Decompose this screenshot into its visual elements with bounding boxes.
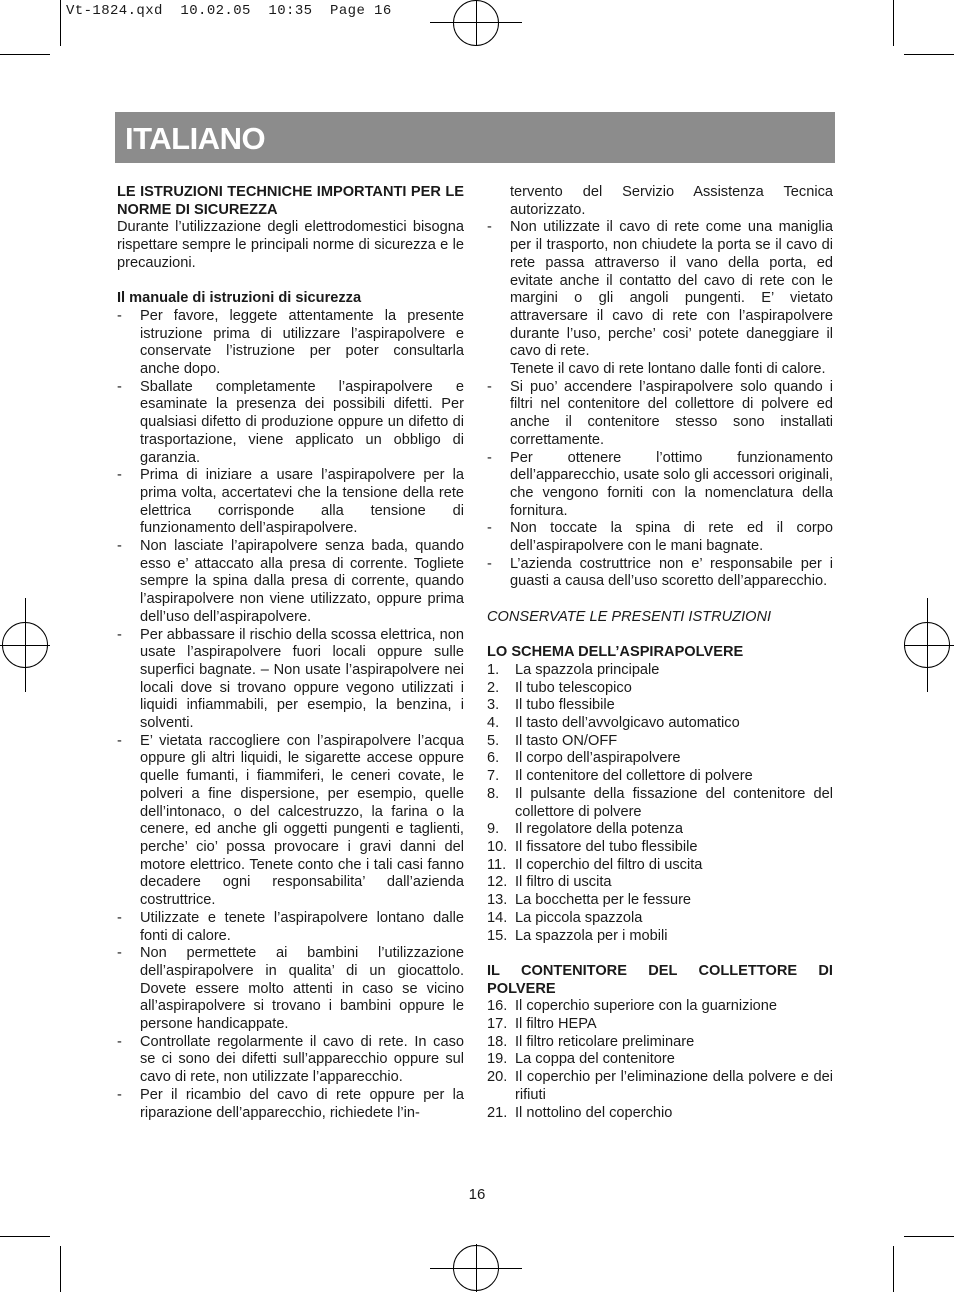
list-item: - L’azienda costruttrice non e’ responsabile per i guasti a causa dell’uso scoretto dell’apparecchio.: [487, 556, 833, 591]
continuation-text: tervento del Servizio Assistenza Tecnica autorizzato.: [510, 184, 833, 218]
item-text: Il nottolino del coperchio: [515, 1104, 673, 1121]
numbered-item: [487, 1034, 833, 1052]
schema-heading: LO SCHEMA DELL’ASPIRAPOLVERE: [487, 644, 744, 661]
numbered-item: [487, 874, 833, 892]
page-number: 16: [468, 1186, 486, 1203]
trim-mark: [904, 54, 954, 55]
trim-mark: [893, 1246, 894, 1292]
item-number: 1.: [487, 661, 500, 678]
item-number: 8.: [487, 785, 500, 802]
container-list: [487, 998, 833, 1122]
item-number: 20.: [487, 1069, 508, 1086]
numbered-item: [487, 1105, 833, 1123]
list-item-text: Tenete il cavo di rete lontano dalle fonti di calore.: [510, 361, 826, 378]
numbered-item: [487, 786, 833, 821]
language-banner: [115, 112, 835, 163]
conserve-notice: CONSERVATE LE PRESENTI ISTRUZIONI: [487, 608, 772, 625]
list-item: - Non permettete ai bambini l’utilizzazione dell’aspirapolvere in qualita’ di un giocattolo. Dovete essere molto attenti in caso se vicino all’aspirapolvere si trovano i bambini oppure le persone handicappate.: [117, 945, 464, 1034]
list-item: - Non lasciate l’apirapolvere senza bada, quando esso e’ attaccato alla presa di corrente. Togliete sempre la spina dalla presa di corrente, quando l’aspirapolvere non viene utilizzato, oppure prima dell’uso dell’aspirapolvere.: [117, 538, 464, 627]
list-item: - Utilizzate e tenete l’aspirapolvere lontano dalle fonti di calore.: [117, 910, 464, 945]
list-item: - Sballate completamente l’aspirapolvere e esaminate la presenza dei possibili difetti. Per qualsiasi difetto di produzione oppure un difetto di trasportazione, viene applicato un obbligo di garanzia.: [117, 379, 464, 468]
item-number: 2.: [487, 679, 500, 696]
safety-list-continued: [487, 219, 833, 591]
item-number: 14.: [487, 909, 508, 926]
numbered-item: [487, 821, 833, 839]
item-number: 16.: [487, 998, 508, 1015]
numbered-item: [487, 857, 833, 875]
item-number: 3.: [487, 697, 500, 714]
item-number: 13.: [487, 892, 508, 909]
item-text: Il filtro reticolare preliminare: [515, 1033, 695, 1050]
list-item: [487, 219, 833, 378]
item-number: 21.: [487, 1104, 508, 1121]
item-text: Il tasto ON/OFF: [515, 732, 618, 749]
trim-mark: [0, 1236, 50, 1237]
list-item: - Per abbassare il rischio della scossa elettrica, non usate l’aspirapolvere fuori locali oppure sulle superfici bagnate. – Non usate l’aspirapolvere nei locali dove si trovano oppure vegono utilizzati i liquidi infiammabili, per esempio, la benzina, i solventi.: [117, 627, 464, 733]
numbered-item: [487, 998, 833, 1016]
item-text: La spazzola principale: [515, 661, 660, 678]
item-text: Il coperchio per l’eliminazione della polvere e dei rifiuti: [515, 1069, 833, 1103]
list-item: - Per favore, leggete attentamente la presente istruzione prima di utilizzare l’aspirapolvere e conservate l’istruzione per poter consultarla anche dopo.: [117, 308, 464, 379]
numbered-item: [487, 680, 833, 698]
subheading: Il manuale di istruzioni di sicurezza: [117, 290, 362, 307]
numbered-item: [487, 715, 833, 733]
registration-line: [430, 1268, 522, 1269]
numbered-item: [487, 928, 833, 946]
item-number: 11.: [487, 856, 507, 873]
item-text: Il filtro di uscita: [515, 874, 612, 891]
item-number: 10.: [487, 838, 508, 855]
trim-mark: [0, 54, 50, 55]
item-number: 17.: [487, 1016, 508, 1032]
numbered-item: [487, 1016, 833, 1034]
item-text: Il coperchio superiore con la guarnizione: [515, 998, 778, 1015]
registration-line: [476, 0, 477, 46]
list-item: - Per il ricambio del cavo di rete oppure per la riparazione dell’apparecchio, richiedete l’in-: [117, 1087, 464, 1122]
list-item: - Si puo’ accendere l’aspirapolvere solo quando i filtri nel contenitore del collettore di polvere ed anche il contenitore stesso sono installati correttamente.: [487, 379, 833, 450]
numbered-item: [487, 892, 833, 910]
item-number: 4.: [487, 715, 500, 732]
trim-mark: [60, 1246, 61, 1292]
numbered-item: [487, 1051, 833, 1069]
item-text: La coppa del contenitore: [515, 1051, 675, 1068]
item-text: Il corpo dell’aspirapolvere: [515, 750, 681, 767]
item-number: 6.: [487, 750, 500, 767]
trim-mark: [904, 1236, 954, 1237]
item-number: 12.: [487, 874, 508, 891]
list-item: - E’ vietata raccogliere con l’aspirapolvere l’acqua oppure gli altri liquidi, le sigarette accese oppure quelle fumanti, i fiammiferi, le ceneri covate, le polveri a fine dispersione, per esempio, quelle dell’intonaco, o del calcestruzzo, la farina o la cenere, ed anche gli oggetti pungenti e taglienti, perche’ cio’ possa provocare i gravi danni del motore elettrico. Tenete conto che i tali casi fanno decadere ogni responsabilita’ dall’azienda costruttrice.: [117, 733, 464, 910]
item-text: Il tubo flessibile: [515, 697, 615, 714]
registration-line: [430, 22, 522, 23]
numbered-item: [487, 697, 833, 715]
registration-line: [0, 645, 50, 646]
registration-line: [904, 645, 954, 646]
item-text: Il contenitore del collettore di polvere: [515, 768, 753, 785]
item-number: 5.: [487, 732, 500, 749]
trim-mark: [893, 0, 894, 46]
item-text: Il pulsante della fissazione del contenitore del collettore di polvere: [515, 785, 833, 820]
item-number: 7.: [487, 768, 500, 785]
intro-paragraph: Durante l’utilizzazione degli elettrodomestici bisogna rispettare sempre le principali norme di sicurezza e le precauzioni.: [117, 219, 464, 271]
list-item: - Prima di iniziare a usare l’aspirapolvere per la prima volta, accertatevi che la tensione della rete elettrica corrisponde alla tensione di funzionamento dell’aspirapolvere.: [117, 467, 464, 538]
item-text: La piccola spazzola: [515, 909, 643, 926]
list-item: - Controllate regolarmente il cavo di rete. In caso se ci sono dei difetti sull’apparecchio oppure sul cavo di rete, non utilizzate l’apparecchio.: [117, 1034, 464, 1087]
right-column: [487, 184, 833, 1122]
item-text: Il tasto dell’avvolgicavo automatico: [515, 715, 740, 732]
numbered-item: [487, 910, 833, 928]
file-slug: Vt-1824.qxd 10.02.05 10:35 Page 16: [66, 3, 392, 19]
left-column: [117, 184, 464, 1122]
list-item: - Non toccate la spina di rete ed il corpo dell’aspirapolvere con le mani bagnate.: [487, 520, 833, 555]
item-text: Il filtro HEPA: [515, 1016, 597, 1032]
trim-mark: [60, 0, 61, 46]
section-heading: LE ISTRUZIONI TECHNICHE IMPORTANTI PER LE NORME DI SICUREZZA: [117, 184, 464, 218]
list-item: - Per ottenere l’ottimo funzionamento dell’apparecchio, usate solo gli accessori originali, che vengono forniti con la nomenclatura della fornitura.: [487, 450, 833, 521]
item-text: Il tubo telescopico: [515, 679, 632, 696]
item-number: 9.: [487, 821, 500, 838]
item-text: La spazzola per i mobili: [515, 927, 668, 944]
item-number: 15.: [487, 927, 508, 944]
numbered-item: [487, 839, 833, 857]
item-text: Il fissatore del tubo flessibile: [515, 838, 698, 855]
numbered-item: [487, 662, 833, 680]
item-text: La bocchetta per le fessure: [515, 892, 692, 909]
container-heading: IL CONTENITORE DEL COLLETTORE DI POLVERE: [487, 962, 833, 997]
language-title: ITALIANO: [125, 121, 266, 156]
numbered-item: [487, 768, 833, 786]
item-number: 18.: [487, 1033, 508, 1050]
numbered-item: [487, 750, 833, 768]
numbered-item: [487, 1069, 833, 1104]
item-text: Il coperchio del filtro di uscita: [515, 856, 703, 873]
item-number: 19.: [487, 1051, 508, 1068]
schema-list: [487, 662, 833, 945]
safety-list: [117, 308, 464, 1122]
item-text: Il regolatore della potenza: [515, 821, 683, 838]
list-item-text: Non utilizzate il cavo di rete come una maniglia per il trasporto, non chiudete la porta se il cavo di rete passa attraverso il vano della porta, ed evitate anche il contatto del cavo di rete con le margini o gli angoli pungenti. E’ vietato attraversare il cavo di rete con l’aspirapolvere durante l’uso, perche’ cosi’ potete daneggiare il cavo di rete.: [510, 219, 833, 360]
numbered-item: [487, 733, 833, 751]
